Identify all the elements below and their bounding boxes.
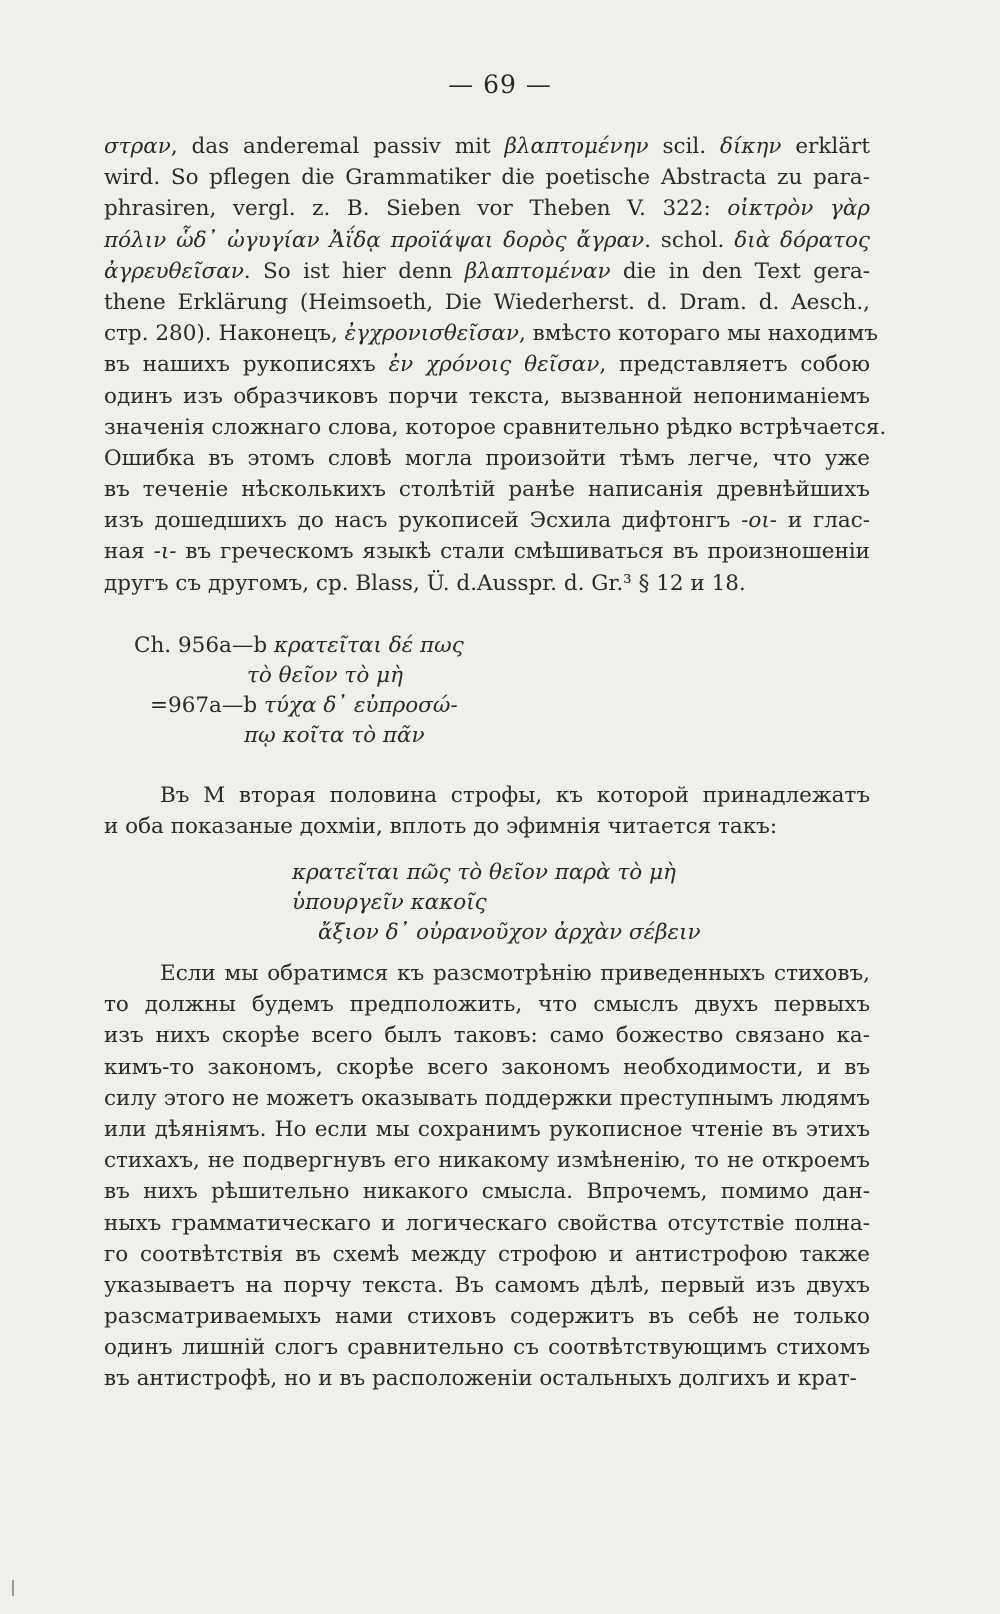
verse-line xyxy=(0,660,464,690)
text-line xyxy=(104,958,870,989)
greek-text: ἐγχρονισθεῖσαν xyxy=(344,321,519,347)
text-segment: . So ist hier denn xyxy=(243,258,465,284)
greek-text: διὰ δόρατος xyxy=(734,227,870,253)
text-line xyxy=(104,474,870,505)
text-line xyxy=(104,193,870,224)
text-segment: указываетъ на порчу текста. Въ самомъ дѣлѣ, первый изъ двухъ xyxy=(104,1272,870,1298)
text-segment: въ нашихъ рукописяхъ xyxy=(104,352,389,378)
text-segment: . schol. xyxy=(644,227,735,253)
greek-text: βλαπτομέναν xyxy=(464,258,611,284)
text-segment: thene Erklärung (Heimsoeth, Die Wiederherst. d. Dram. d. Aesch., xyxy=(104,289,870,315)
text-segment: въ нихъ рѣшительно никакого смысла. Впрочемъ, помимо дан- xyxy=(104,1179,870,1205)
verse-reference: Ch. 956a—b xyxy=(134,633,274,658)
greek-text: οἰκτρὸν γὰρ xyxy=(727,196,870,222)
text-segment: стихахъ, не подвергнувъ его никакому измѣненію, то не откроемъ xyxy=(104,1148,870,1174)
text-segment: другъ съ другомъ, ср. Blass, Ü. d.Ausspr. d. Gr.³ § 12 и 18. xyxy=(104,570,746,596)
text-line xyxy=(104,162,870,193)
greek-text: -ι- xyxy=(153,539,177,565)
text-line xyxy=(104,1083,870,1114)
text-segment: и оба показаные дохміи, вплоть до эфимнія читается такъ: xyxy=(104,814,778,840)
text-segment: изъ дошедшихъ до насъ рукописей Эсхила дифтонгъ xyxy=(104,508,742,534)
text-line xyxy=(104,505,870,536)
text-segment: въ теченіе нѣсколькихъ столѣтій ранѣе написанія древнѣйшихъ xyxy=(104,477,870,503)
text-segment: въ антистрофѣ, но и въ расположеніи остальныхъ долгихъ и крат- xyxy=(104,1366,857,1392)
text-segment: одинъ лишній слогъ сравнительно съ соотвѣтствующимъ стихомъ xyxy=(104,1335,870,1361)
text-segment: и глас- xyxy=(777,508,871,534)
text-segment: силу этого не можетъ оказывать поддержки преступнымъ людямъ xyxy=(104,1085,870,1111)
paragraph-3 xyxy=(104,958,870,1395)
paragraph-2 xyxy=(104,780,870,842)
text-segment: Если мы обратимся къ разсмотрѣнію приведенныхъ стиховъ, xyxy=(160,961,870,986)
text-segment: стр. 280). Наконецъ, xyxy=(104,321,345,347)
text-segment: значенія сложнаго слова, которое сравнительно рѣдко встрѣчается. xyxy=(104,414,887,440)
greek-text: -οι- xyxy=(741,508,778,534)
text-line xyxy=(104,318,878,349)
text-line xyxy=(104,811,870,842)
text-segment: phrasiren, vergl. z. B. Sieben vor Theben V. 322: xyxy=(104,196,728,222)
text-line xyxy=(104,349,870,380)
greek-verse-text: πῳ κοῖτα τὸ πᾶν xyxy=(244,723,425,748)
text-line xyxy=(104,1270,870,1301)
text-segment: изъ нихъ скорѣе всего былъ таковъ: само божество связано ка- xyxy=(104,1023,870,1049)
text-line xyxy=(104,1332,870,1363)
text-segment: scil. xyxy=(648,134,721,159)
text-line xyxy=(104,989,870,1020)
greek-text: ἐν χρόνοις θεῖσαν xyxy=(388,352,600,378)
text-segment: , das anderemal passiv mit xyxy=(170,134,505,159)
text-segment: erklärt xyxy=(781,134,870,159)
text-line xyxy=(104,287,870,318)
text-segment: или дѣяніямъ. Но если мы сохранимъ рукописное чтеніе въ этихъ xyxy=(104,1116,870,1142)
text-segment: разсматриваемыхъ нами стиховъ содержитъ въ себѣ не только xyxy=(104,1304,870,1330)
text-segment: Ошибка въ этомъ словѣ могла произойти тѣмъ легче, что уже xyxy=(104,445,870,471)
text-line xyxy=(104,1145,870,1176)
page-number: — 69 — xyxy=(448,70,552,99)
text-line xyxy=(104,1052,870,1083)
text-line xyxy=(104,1114,870,1145)
text-line xyxy=(104,412,887,443)
greek-verse-line: ὑπουργεῖν κακοῖς xyxy=(292,890,487,915)
text-line xyxy=(104,443,870,474)
text-line xyxy=(104,1301,870,1332)
greek-text: πόλιν ὧδ᾽ ὠγυγίαν Ἀΐδᾳ προϊάψαι δορὸς ἄγραν xyxy=(104,227,645,253)
verse-line xyxy=(0,720,464,750)
text-segment: ныхъ грамматическаго и логическаго свойства отсутствіе полна- xyxy=(104,1210,870,1236)
greek-text: βλαπτομένην xyxy=(504,134,649,159)
text-line xyxy=(104,1363,870,1394)
text-line xyxy=(104,780,870,811)
text-segment: Въ М вторая половина строфы, къ которой принадлежатъ xyxy=(160,783,870,808)
text-line xyxy=(104,1176,870,1207)
margin-mark xyxy=(12,1580,14,1596)
verse-block-2 xyxy=(0,857,701,947)
text-line xyxy=(104,256,870,287)
verse-reference: =967a—b xyxy=(150,693,264,718)
verse-block-1 xyxy=(0,630,464,750)
text-segment: одинъ изъ образчиковъ порчи текста, вызванной непониманіемъ xyxy=(104,383,870,409)
text-segment: , вмѣсто котораго мы находимъ xyxy=(519,321,878,347)
text-line xyxy=(104,225,870,256)
text-line xyxy=(104,1239,870,1270)
verse-line xyxy=(0,630,464,660)
greek-text: ἀγρευθεῖσαν xyxy=(104,258,244,284)
greek-verse-text: κρατεῖται δέ πως xyxy=(273,633,464,658)
greek-verse-text: τύχα δ᾽ εὐπροσώ- xyxy=(263,693,458,718)
text-segment: , представляетъ собою xyxy=(599,352,871,378)
text-segment: го соотвѣтствія въ схемѣ между строфою и антистрофою также xyxy=(104,1241,870,1267)
text-segment: въ греческомъ языкѣ стали смѣшиваться въ произношеніи xyxy=(176,539,870,565)
text-line xyxy=(104,381,870,412)
greek-text: δίκην xyxy=(720,134,782,159)
greek-verse-line: ἄξιον δ᾽ οὐρανοῦχον ἀρχὰν σέβειν xyxy=(318,920,701,945)
paragraph-1 xyxy=(104,131,887,599)
greek-verse-line: κρατεῖται πῶς τὸ θεῖον παρὰ τὸ μὴ xyxy=(292,860,676,885)
greek-text: στραν xyxy=(104,134,171,159)
text-line xyxy=(104,131,870,162)
text-segment: die in den Text gera- xyxy=(610,258,870,284)
text-segment: кимъ-то закономъ, скорѣе всего закономъ необходимости, и въ xyxy=(104,1054,870,1080)
text-line xyxy=(104,568,870,599)
text-segment: то должны будемъ предположить, что смыслъ двухъ первыхъ xyxy=(104,992,870,1018)
text-line xyxy=(104,536,870,567)
verse-line xyxy=(0,690,464,720)
text-segment: ная xyxy=(104,539,154,565)
text-segment: wird. So pflegen die Grammatiker die poetische Abstracta zu para- xyxy=(104,165,870,191)
text-line xyxy=(104,1208,870,1239)
text-line xyxy=(104,1020,870,1051)
greek-verse-text: τὸ θεῖον τὸ μὴ xyxy=(247,663,403,688)
